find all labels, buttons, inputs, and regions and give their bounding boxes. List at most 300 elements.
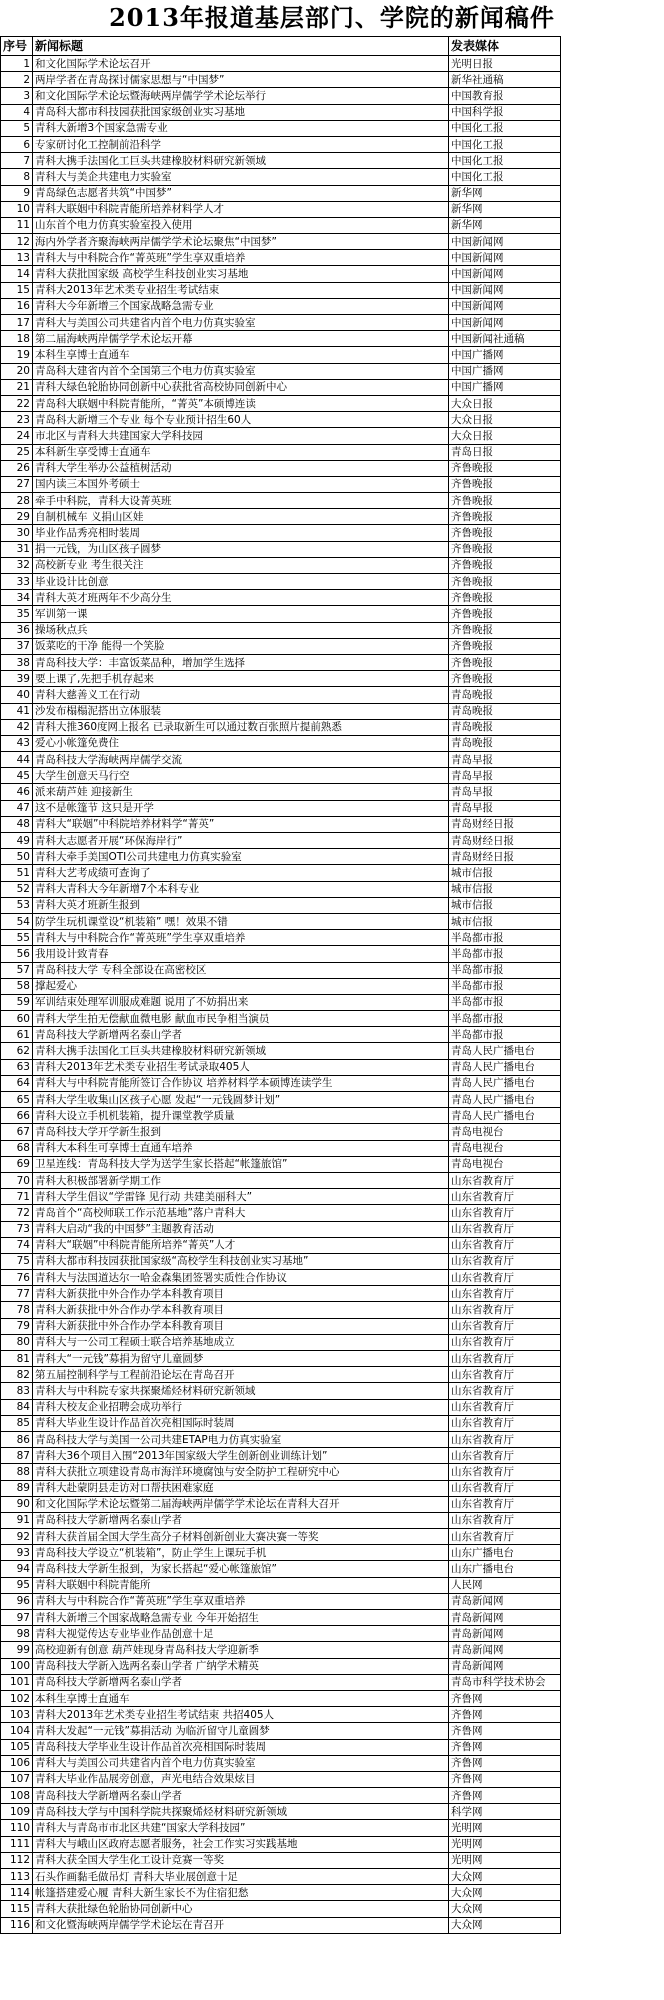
- row-number: 82: [1, 1367, 33, 1383]
- row-title: 青科大本科生可享博士直通车培养: [33, 1140, 449, 1156]
- table-row: [1, 298, 561, 314]
- row-title: 和文化国际学术论坛召开: [33, 56, 449, 72]
- row-media: 中国新闻网: [449, 298, 561, 314]
- row-media: 齐鲁晚报: [449, 509, 561, 525]
- table-row: [1, 1286, 561, 1302]
- row-number: 63: [1, 1059, 33, 1075]
- row-media: 中国新闻网: [449, 250, 561, 266]
- table-row: [1, 1334, 561, 1350]
- row-media: 齐鲁网: [449, 1723, 561, 1739]
- row-media: 中国教育报: [449, 88, 561, 104]
- row-title: 本科生享博士直通车: [33, 347, 449, 363]
- row-title: 毕业设计比创意: [33, 574, 449, 590]
- row-media: 山东省教育厅: [449, 1189, 561, 1205]
- row-media: 半岛都市报: [449, 930, 561, 946]
- row-title: 青科大“一元钱”募捐为留守儿童圆梦: [33, 1351, 449, 1367]
- row-title: 捐一元钱，为山区孩子圆梦: [33, 541, 449, 557]
- table-row: [1, 1351, 561, 1367]
- table-row: [1, 557, 561, 573]
- row-number: 2: [1, 72, 33, 88]
- row-media: 新华社通稿: [449, 72, 561, 88]
- table-row: [1, 185, 561, 201]
- row-media: 山东省教育厅: [449, 1318, 561, 1334]
- table-row: [1, 1205, 561, 1221]
- row-title: 青科大2013年艺术类专业招生考试结束 共招405人: [33, 1707, 449, 1723]
- row-number: 46: [1, 784, 33, 800]
- row-number: 89: [1, 1480, 33, 1496]
- row-number: 98: [1, 1626, 33, 1642]
- row-media: 大众网: [449, 1885, 561, 1901]
- table-row: [1, 1820, 561, 1836]
- table-row: [1, 1124, 561, 1140]
- table-row: [1, 816, 561, 832]
- row-number: 78: [1, 1302, 33, 1318]
- row-media: 山东省教育厅: [449, 1205, 561, 1221]
- row-number: 3: [1, 88, 33, 104]
- row-number: 25: [1, 444, 33, 460]
- row-number: 86: [1, 1431, 33, 1447]
- table-row: [1, 1043, 561, 1059]
- table-row: [1, 1027, 561, 1043]
- table-row: [1, 1367, 561, 1383]
- row-number: 32: [1, 557, 33, 573]
- row-media: 新华网: [449, 185, 561, 201]
- table-row: [1, 1140, 561, 1156]
- table-row: [1, 234, 561, 250]
- header-number: 序号: [1, 37, 33, 56]
- table-row: [1, 606, 561, 622]
- row-number: 11: [1, 217, 33, 233]
- table-row: [1, 525, 561, 541]
- table-row: [1, 1852, 561, 1868]
- table-row: [1, 1480, 561, 1496]
- row-title: 青科大与青岛市市北区共建“国家大学科技园”: [33, 1820, 449, 1836]
- table-row: [1, 541, 561, 557]
- row-title: 青科大联姻中科院青能所: [33, 1577, 449, 1593]
- row-number: 60: [1, 1011, 33, 1027]
- table-row: [1, 266, 561, 282]
- row-number: 96: [1, 1593, 33, 1609]
- row-title: 青科大新获批中外合作办学本科教育项目: [33, 1286, 449, 1302]
- table-row: [1, 833, 561, 849]
- row-title: 卫星连线：青岛科技大学为送学生家长搭起“帐篷旅馆”: [33, 1156, 449, 1172]
- table-row: [1, 1237, 561, 1253]
- row-number: 4: [1, 104, 33, 120]
- row-number: 93: [1, 1545, 33, 1561]
- table-row: [1, 913, 561, 929]
- header-title: 新闻标题: [33, 37, 449, 56]
- row-media: 中国化工报: [449, 153, 561, 169]
- row-title: 青岛科大新增三个专业 每个专业预计招生60人: [33, 412, 449, 428]
- table-row: [1, 72, 561, 88]
- row-title: 青科大携手法国化工巨头共建橡胶材料研究新领域: [33, 153, 449, 169]
- table-row: [1, 622, 561, 638]
- row-number: 97: [1, 1610, 33, 1626]
- row-title: 青岛科技大学新生报到，为家长搭起“爱心帐篷旅馆”: [33, 1561, 449, 1577]
- row-title: 青科大赴蒙阴县走访对口帮扶困难家庭: [33, 1480, 449, 1496]
- table-row: [1, 735, 561, 751]
- row-number: 22: [1, 395, 33, 411]
- row-media: 青岛电视台: [449, 1140, 561, 1156]
- row-media: 中国新闻网: [449, 234, 561, 250]
- table-row: [1, 1172, 561, 1188]
- row-media: 大众日报: [449, 395, 561, 411]
- row-media: 齐鲁晚报: [449, 654, 561, 670]
- table-row: [1, 638, 561, 654]
- row-number: 48: [1, 816, 33, 832]
- row-title: 青岛科技大学新增两名泰山学者: [33, 1027, 449, 1043]
- row-number: 69: [1, 1156, 33, 1172]
- row-media: 青岛晚报: [449, 735, 561, 751]
- row-number: 87: [1, 1448, 33, 1464]
- row-number: 26: [1, 460, 33, 476]
- row-media: 大众网: [449, 1869, 561, 1885]
- row-number: 92: [1, 1529, 33, 1545]
- table-row: [1, 395, 561, 411]
- row-number: 75: [1, 1253, 33, 1269]
- row-media: 光明日报: [449, 56, 561, 72]
- table-row: [1, 136, 561, 152]
- row-title: 这不是帐篷节 这只是开学: [33, 800, 449, 816]
- table-row: [1, 671, 561, 687]
- row-media: 山东省教育厅: [449, 1448, 561, 1464]
- row-title: 青岛绿色志愿者共筑“中国梦”: [33, 185, 449, 201]
- row-number: 108: [1, 1788, 33, 1804]
- row-media: 青岛财经日报: [449, 849, 561, 865]
- row-number: 101: [1, 1674, 33, 1690]
- row-number: 43: [1, 735, 33, 751]
- table-row: [1, 1690, 561, 1706]
- row-number: 100: [1, 1658, 33, 1674]
- table-row: [1, 476, 561, 492]
- table-row: [1, 201, 561, 217]
- row-title: 青科大毕业生设计作品首次亮相国际时装周: [33, 1415, 449, 1431]
- row-title: 青科大启动“我的中国梦”主题教育活动: [33, 1221, 449, 1237]
- row-number: 88: [1, 1464, 33, 1480]
- row-title: 青科大艺考成绩可查询了: [33, 865, 449, 881]
- row-title: 青科大学生倡议“学雷锋 见行动 共建美丽科大”: [33, 1189, 449, 1205]
- row-media: 人民网: [449, 1577, 561, 1593]
- row-title: 青科大与峨山区政府志愿者服务，社会工作实习实践基地: [33, 1836, 449, 1852]
- row-title: 青科大“联姻”中科院青能所培养“菁英”人才: [33, 1237, 449, 1253]
- row-title: 青岛科技大学毕业生设计作品首次亮相国际时装周: [33, 1739, 449, 1755]
- row-number: 68: [1, 1140, 33, 1156]
- row-title: 青科大与法国道达尔一哈金森集团签署实质性合作协议: [33, 1270, 449, 1286]
- table-row: [1, 363, 561, 379]
- row-media: 中国新闻社通稿: [449, 331, 561, 347]
- row-number: 8: [1, 169, 33, 185]
- row-media: 青岛晚报: [449, 703, 561, 719]
- row-number: 114: [1, 1885, 33, 1901]
- row-title: 青科大“联姻”中科院培养材料学“菁英”: [33, 816, 449, 832]
- row-title: 第二届海峡两岸儒学学术论坛开幕: [33, 331, 449, 347]
- row-number: 39: [1, 671, 33, 687]
- row-media: 科学网: [449, 1804, 561, 1820]
- row-number: 95: [1, 1577, 33, 1593]
- row-title: 毕业作品秀亮相时装周: [33, 525, 449, 541]
- row-title: 和文化国际学术论坛暨海峡两岸儒学学术论坛举行: [33, 88, 449, 104]
- row-title: 青科大慈善义工在行动: [33, 687, 449, 703]
- row-media: 中国科学报: [449, 104, 561, 120]
- row-media: 大众日报: [449, 428, 561, 444]
- row-media: 山东省教育厅: [449, 1464, 561, 1480]
- table-row: [1, 1545, 561, 1561]
- row-number: 85: [1, 1415, 33, 1431]
- row-media: 中国广播网: [449, 363, 561, 379]
- row-media: 山东省教育厅: [449, 1415, 561, 1431]
- table-row: [1, 1253, 561, 1269]
- table-row: [1, 1529, 561, 1545]
- row-title: 青岛科技大学海峡两岸儒学交流: [33, 752, 449, 768]
- row-title: 青科大都市科技园获批国家级“高校学生科技创业实习基地”: [33, 1253, 449, 1269]
- row-title: 青科大校友企业招聘会成功举行: [33, 1399, 449, 1415]
- row-number: 106: [1, 1755, 33, 1771]
- row-title: 青岛首个“高校师联工作示范基地”落户青科大: [33, 1205, 449, 1221]
- row-media: 半岛都市报: [449, 946, 561, 962]
- row-title: 沙发布榻榻泥搭出立体服装: [33, 703, 449, 719]
- row-number: 81: [1, 1351, 33, 1367]
- row-number: 57: [1, 962, 33, 978]
- table-row: [1, 1804, 561, 1820]
- row-media: 半岛都市报: [449, 1011, 561, 1027]
- row-number: 107: [1, 1771, 33, 1787]
- row-media: 齐鲁晚报: [449, 622, 561, 638]
- row-media: 青岛晚报: [449, 687, 561, 703]
- row-title: 海内外学者齐聚海峡两岸儒学学术论坛聚焦“中国梦”: [33, 234, 449, 250]
- row-media: 青岛财经日报: [449, 833, 561, 849]
- table-row: [1, 412, 561, 428]
- row-title: 国内读三本国外考硕士: [33, 476, 449, 492]
- row-title: 青科大获批绿色轮胎协同创新中心: [33, 1901, 449, 1917]
- table-row: [1, 897, 561, 913]
- table-row: [1, 1075, 561, 1091]
- row-media: 齐鲁晚报: [449, 460, 561, 476]
- row-title: 青岛科大联姻中科院青能所，“菁英”本硕博连读: [33, 395, 449, 411]
- row-media: 中国广播网: [449, 379, 561, 395]
- row-title: 青科大牵手美国OTI公司共建电力仿真实验室: [33, 849, 449, 865]
- row-media: 齐鲁网: [449, 1788, 561, 1804]
- row-title: 青科大与美国公司共建省内首个电力仿真实验室: [33, 315, 449, 331]
- row-media: 光明网: [449, 1852, 561, 1868]
- table-row: [1, 88, 561, 104]
- row-title: 青科大发起“一元钱”募捐活动 为临沂留守儿童圆梦: [33, 1723, 449, 1739]
- row-media: 山东省教育厅: [449, 1351, 561, 1367]
- row-number: 40: [1, 687, 33, 703]
- row-title: 青科大与中科院合作“菁英班”学生享双重培养: [33, 1593, 449, 1609]
- row-title: 青科大与中科院合作“菁英班”学生享双重培养: [33, 250, 449, 266]
- row-title: 高校新专业 考生很关注: [33, 557, 449, 573]
- row-media: 青岛新闻网: [449, 1642, 561, 1658]
- row-media: 齐鲁网: [449, 1739, 561, 1755]
- row-media: 青岛晚报: [449, 719, 561, 735]
- table-row: [1, 1270, 561, 1286]
- row-media: 大众网: [449, 1901, 561, 1917]
- row-media: 齐鲁晚报: [449, 638, 561, 654]
- row-title: 青科大推360度网上报名 已录取新生可以通过数百张照片提前熟悉: [33, 719, 449, 735]
- row-media: 中国新闻网: [449, 315, 561, 331]
- row-media: 新华网: [449, 217, 561, 233]
- table-row: [1, 1221, 561, 1237]
- table-row: [1, 849, 561, 865]
- table-row: [1, 1658, 561, 1674]
- table-row: [1, 1415, 561, 1431]
- row-number: 28: [1, 493, 33, 509]
- row-title: 青科大视觉传达专业毕业作品创意十足: [33, 1626, 449, 1642]
- row-number: 12: [1, 234, 33, 250]
- row-title: 我用设计致青春: [33, 946, 449, 962]
- table-row: [1, 1771, 561, 1787]
- row-number: 94: [1, 1561, 33, 1577]
- table-row: [1, 1399, 561, 1415]
- row-media: 新华网: [449, 201, 561, 217]
- row-number: 99: [1, 1642, 33, 1658]
- table-row: [1, 1917, 561, 1933]
- table-body: [1, 56, 561, 1934]
- row-title: 青科大与中科院专家共探聚烯烃材料研究新领域: [33, 1383, 449, 1399]
- row-media: 青岛人民广播电台: [449, 1043, 561, 1059]
- table-row: [1, 1626, 561, 1642]
- row-title: 青科大新获批中外合作办学本科教育项目: [33, 1302, 449, 1318]
- row-title: 青科大携手法国化工巨头共建橡胶材料研究新领域: [33, 1043, 449, 1059]
- news-table: [0, 36, 561, 1934]
- row-media: 山东广播电台: [449, 1545, 561, 1561]
- row-number: 10: [1, 201, 33, 217]
- row-number: 55: [1, 930, 33, 946]
- row-number: 77: [1, 1286, 33, 1302]
- row-number: 54: [1, 913, 33, 929]
- row-media: 山东省教育厅: [449, 1286, 561, 1302]
- row-title: 青科大获全国大学生化工设计竞赛一等奖: [33, 1852, 449, 1868]
- row-number: 30: [1, 525, 33, 541]
- row-media: 山东省教育厅: [449, 1512, 561, 1528]
- row-media: 中国化工报: [449, 120, 561, 136]
- row-title: 青科大青科大今年新增7个本科专业: [33, 881, 449, 897]
- table-row: [1, 800, 561, 816]
- row-number: 18: [1, 331, 33, 347]
- row-number: 66: [1, 1108, 33, 1124]
- row-title: 防学生玩机课堂设“机装箱” 嘿！效果不错: [33, 913, 449, 929]
- row-number: 6: [1, 136, 33, 152]
- row-title: 青岛科大建省内首个全国第三个电力仿真实验室: [33, 363, 449, 379]
- row-number: 84: [1, 1399, 33, 1415]
- table-row: [1, 687, 561, 703]
- table-row: [1, 1610, 561, 1626]
- row-title: 青科大学生收集山区孩子心愿 发起“一元钱圆梦计划”: [33, 1092, 449, 1108]
- row-number: 64: [1, 1075, 33, 1091]
- row-media: 光明网: [449, 1820, 561, 1836]
- row-media: 青岛电视台: [449, 1156, 561, 1172]
- row-number: 83: [1, 1383, 33, 1399]
- table-row: [1, 1189, 561, 1205]
- row-media: 山东省教育厅: [449, 1480, 561, 1496]
- row-title: 帐篷搭建爱心履 青科大新生家长不为住宿犯愁: [33, 1885, 449, 1901]
- table-row: [1, 1593, 561, 1609]
- row-media: 山东省教育厅: [449, 1237, 561, 1253]
- row-title: 青科大与一公司工程硕士联合培养基地成立: [33, 1334, 449, 1350]
- table-row: [1, 1383, 561, 1399]
- row-number: 15: [1, 282, 33, 298]
- row-title: 青岛科技大学新入选两名泰山学者 广纳学术精英: [33, 1658, 449, 1674]
- row-media: 齐鲁晚报: [449, 671, 561, 687]
- row-title: 青科大学生举办公益植树活动: [33, 460, 449, 476]
- row-title: 青岛科技大学新增两名泰山学者: [33, 1512, 449, 1528]
- row-number: 52: [1, 881, 33, 897]
- row-title: 青科大联姻中科院青能所培养材料学人才: [33, 201, 449, 217]
- table-row: [1, 1723, 561, 1739]
- row-number: 19: [1, 347, 33, 363]
- row-number: 50: [1, 849, 33, 865]
- row-media: 半岛都市报: [449, 994, 561, 1010]
- row-number: 104: [1, 1723, 33, 1739]
- table-row: [1, 1512, 561, 1528]
- table-row: [1, 1901, 561, 1917]
- row-title: 青科大新获批中外合作办学本科教育项目: [33, 1318, 449, 1334]
- row-number: 62: [1, 1043, 33, 1059]
- row-media: 山东省教育厅: [449, 1496, 561, 1512]
- row-title: 市北区与青科大共建国家大学科技园: [33, 428, 449, 444]
- row-media: 山东省教育厅: [449, 1383, 561, 1399]
- row-title: 青科大获批立项建设青岛市海洋环境腐蚀与安全防护工程研究中心: [33, 1464, 449, 1480]
- table-row: [1, 1836, 561, 1852]
- row-number: 109: [1, 1804, 33, 1820]
- row-number: 21: [1, 379, 33, 395]
- table-row: [1, 1318, 561, 1334]
- row-number: 27: [1, 476, 33, 492]
- row-title: 青科大36个项目入围“2013年国家级大学生创新创业训练计划”: [33, 1448, 449, 1464]
- table-row: [1, 1707, 561, 1723]
- row-title: 青岛科技大学设立“机装箱”，防止学生上课玩手机: [33, 1545, 449, 1561]
- header-media: 发表媒体: [449, 37, 561, 56]
- table-row: [1, 1496, 561, 1512]
- row-number: 47: [1, 800, 33, 816]
- row-number: 72: [1, 1205, 33, 1221]
- row-title: 青岛科大都市科技园获批国家级创业实习基地: [33, 104, 449, 120]
- table-row: [1, 460, 561, 476]
- row-number: 110: [1, 1820, 33, 1836]
- table-row: [1, 978, 561, 994]
- row-media: 中国新闻网: [449, 282, 561, 298]
- row-media: 山东省教育厅: [449, 1253, 561, 1269]
- row-number: 105: [1, 1739, 33, 1755]
- row-media: 青岛早报: [449, 800, 561, 816]
- row-number: 65: [1, 1092, 33, 1108]
- row-media: 青岛新闻网: [449, 1610, 561, 1626]
- row-media: 青岛早报: [449, 784, 561, 800]
- table-row: [1, 1674, 561, 1690]
- row-number: 115: [1, 1901, 33, 1917]
- row-title: 青科大志愿者开展“环保海岸行”: [33, 833, 449, 849]
- row-title: 石头作画黏毛做吊灯 青科大毕业展创意十足: [33, 1869, 449, 1885]
- table-row: [1, 574, 561, 590]
- row-media: 大众日报: [449, 412, 561, 428]
- row-title: 青岛科技大学与中国科学院共探聚烯烃材料研究新领域: [33, 1804, 449, 1820]
- row-media: 青岛人民广播电台: [449, 1075, 561, 1091]
- row-media: 城市信报: [449, 897, 561, 913]
- row-number: 37: [1, 638, 33, 654]
- row-number: 79: [1, 1318, 33, 1334]
- table-row: [1, 104, 561, 120]
- row-number: 31: [1, 541, 33, 557]
- row-title: 青科大绿色轮胎协同创新中心获批省高校协同创新中心: [33, 379, 449, 395]
- row-number: 42: [1, 719, 33, 735]
- row-number: 38: [1, 654, 33, 670]
- row-title: 本科生享博士直通车: [33, 1690, 449, 1706]
- row-number: 74: [1, 1237, 33, 1253]
- row-media: 齐鲁晚报: [449, 574, 561, 590]
- row-number: 116: [1, 1917, 33, 1933]
- row-title: 青科大与中科院合作“菁英班”学生享双重培养: [33, 930, 449, 946]
- row-title: 青科大新增3个国家急需专业: [33, 120, 449, 136]
